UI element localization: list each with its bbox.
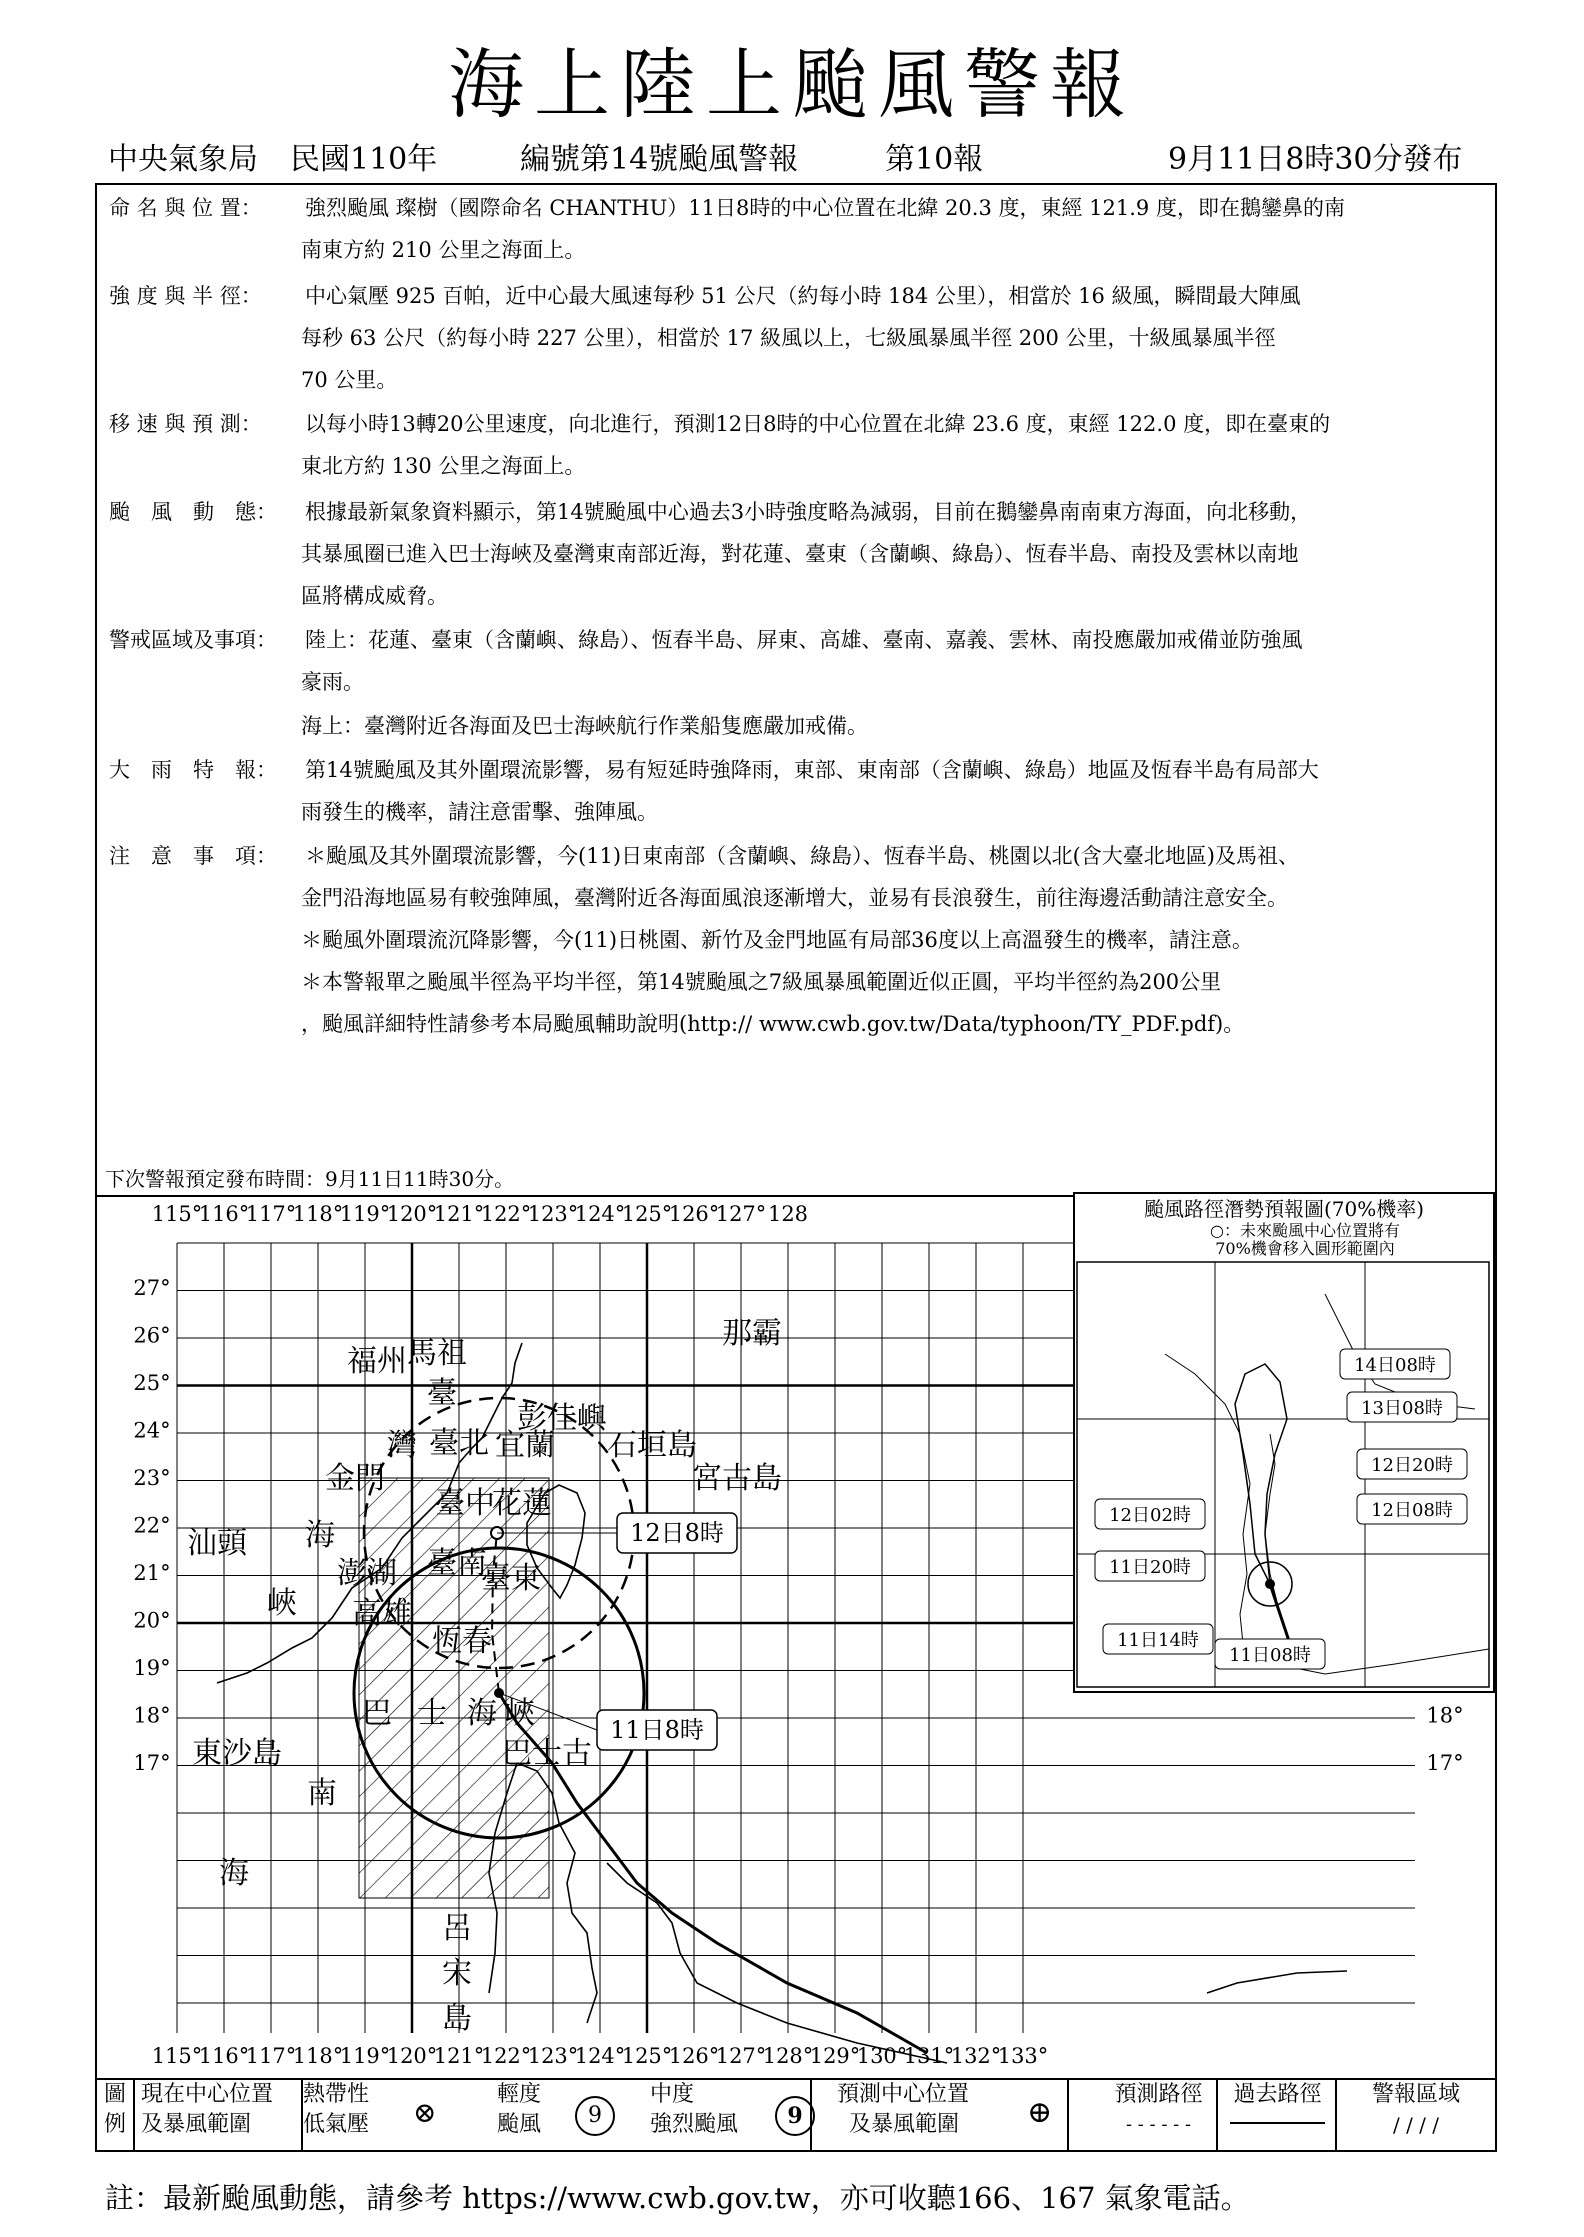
inset-title: 颱風路徑潛勢預報圖(70%機率) xyxy=(1143,1197,1425,1221)
legend-current: 現在中心位置 及暴風範圍 xyxy=(135,2080,303,2150)
place-tai: 臺 xyxy=(427,1376,457,1411)
bulletin-text-box: 命 名 與 位 置： 強烈颱風 璨樹（國際命名 CHANTHU）11日8時的中心位置在北緯 20.3 度，東經 121.9 度，即在鵝鑾鼻的南 南東方約 210 公里之海面上。 強 度 與 半 徑： 中心氣壓 925 百帕，近中心最大風速每秒 51 公尺（約每小時 184 公里），相當於 16 級風，瞬間最大陣風 每秒 63 公尺（約每小時 227 公里），相當於 17 級風以上，七級風暴風半徑 200 公里，十級風暴風半徑 70 公里。 移 速 與 預 測： 以每小時13轉20公里速度，向北進行，預測12日8時的中心位置在北緯 23.6 度，東經 122.0 度，即在臺東的 東北方約 130 公里之海面上。 颱 風 動 態： 根據最新氣象資料顯示，第14號颱風中心過去3小時強度略為減弱，目前在鵝鑾鼻南南東方海面，向北移動， 其暴風圈已進入巴士海峽及臺灣東南部近海，對花蓮、臺東（含蘭嶼、綠島）、恆春半島、南投及雲林以南地 區將構成威脅。 警戒區域及事項： 陸上：花蓮、臺東（含蘭嶼、綠島）、恆春半島、屏東、高雄、臺南、嘉義、雲林、南投應嚴加戒備並防強風 豪雨。 海上：臺灣附近各海面及巴士海峽航行作業船隻應嚴加戒備。 大 雨 特 報： 第14號颱風及其外圍環流影響，易有短延時強降雨，東部、東南部（含蘭嶼、綠島）地區及恆春半島有局部大 雨發生的機率，請注意雷擊、強陣風。 注 意 事 項： ＊颱風及其外圍環流影響，今(11)日東南部（含蘭嶼、綠島）、恆春半島、桃園以北(含大臺北地區)及馬祖、 金門沿海地區易有較強陣風，臺灣附近各海面風浪逐漸增大，並易有長浪發生，前往海邊活動請注意安全。 ＊颱風外圍環流沉降影響，今(11)日桃園、新竹及金門地區有局部36度以上高溫發生的機率，請注意。 ＊本警報單之颱風半徑為平均半徑，第14號颱風之7級風暴風範圍近似正圓，平均半徑約為200公里 ，颱風詳細特性請參考本局颱風輔助說明(http:// www.cwb.gov.tw/Data/typhoon/TY_PDF.pdf)。 下次警報預定發布時間：9月11日11時30分。 xyxy=(95,183,1497,1197)
legend-medium: 中度 強烈颱風 9 xyxy=(650,2080,812,2150)
lat-label-left: 27° xyxy=(133,1276,171,1300)
lon-label-top: 124° xyxy=(574,1202,626,1226)
place-lu: 呂 xyxy=(442,1911,472,1946)
section-notes: 注 意 事 項： ＊颱風及其外圍環流影響，今(11)日東南部（含蘭嶼、綠島）、恆春半島、桃園以北(含大臺北地區)及馬祖、 xyxy=(109,844,1299,868)
lon-label-top: 122° xyxy=(480,1202,532,1226)
place-xia: 峽 xyxy=(267,1586,297,1621)
lon-label-bottom: 121° xyxy=(433,2044,485,2068)
inset-tag-11-14: 11日14時 xyxy=(1117,1630,1199,1651)
lat-label-left: 17° xyxy=(133,1751,171,1775)
inset-tag-11-20: 11日20時 xyxy=(1109,1557,1191,1578)
lon-label-top: 120° xyxy=(386,1202,438,1226)
lon-label-bottom: 115° xyxy=(151,2044,203,2068)
place-taizhong: 臺中 xyxy=(435,1486,495,1521)
place-dao: 島 xyxy=(442,2001,472,2036)
report-number: 編號第14號颱風警報 xyxy=(520,142,799,177)
section-name: 命 名 與 位 置： 強烈颱風 璨樹（國際命名 CHANTHU）11日8時的中心位置在北緯 20.3 度，東經 121.9 度，即在鵝鑾鼻的南 xyxy=(109,196,1345,220)
legend-light: 輕度 颱風 9 xyxy=(497,2080,617,2150)
inset-subtitle2: 70%機會移入圓形範圍內 xyxy=(1215,1239,1395,1258)
place-hai1: 海 xyxy=(305,1518,335,1553)
legend-forecast-path: 預測路徑 - - - - - - xyxy=(1101,2080,1218,2150)
place-naha: 那霸 xyxy=(722,1316,782,1351)
lon-label-top: 119° xyxy=(339,1202,391,1226)
year: 民國110年 xyxy=(290,142,438,177)
place-hai2: 海 xyxy=(467,1696,497,1731)
lon-label-top: 117° xyxy=(245,1202,297,1226)
report-sequence: 第10報 xyxy=(885,142,984,177)
lon-label-top: 116° xyxy=(198,1202,250,1226)
page-title: 海上陸上颱風警報 xyxy=(448,40,1136,129)
section-warning: 警戒區域及事項： 陸上：花蓮、臺東（含蘭嶼、綠島）、恆春半島、屏東、高雄、臺南、嘉義、雲林、南投應嚴加戒備並防強風 xyxy=(109,628,1303,652)
place-yilan: 宜蘭 xyxy=(495,1428,555,1463)
lat-label-left: 24° xyxy=(133,1418,171,1443)
lon-label-bottom: 118° xyxy=(292,2044,344,2068)
place-gaoxiong: 高雄 xyxy=(352,1596,412,1631)
place-shiyuan: 石垣島 xyxy=(607,1428,697,1463)
legend-tropical: 熱帶性 低氣壓 ⊗ xyxy=(303,2082,437,2137)
legend-heading: 圖 例 xyxy=(97,2080,135,2150)
place-xia2: 峽 xyxy=(505,1696,535,1731)
lon-label-top: 125° xyxy=(621,1202,673,1226)
lon-label-bottom: 130° xyxy=(856,2044,908,2068)
lat-label-left: 22° xyxy=(133,1513,171,1538)
section-dynamics: 颱 風 動 態： 根據最新氣象資料顯示，第14號颱風中心過去3小時強度略為減弱，目前在鵝鑾鼻南南東方海面，向北移動， xyxy=(109,500,1312,524)
inset-tag-12-02: 12日02時 xyxy=(1109,1505,1191,1526)
inset-tag-11-08: 11日08時 xyxy=(1229,1645,1311,1666)
lon-label-bottom: 127° xyxy=(715,2044,767,2068)
lat-label-left: 18° xyxy=(133,1703,171,1728)
strong-typhoon-icon: 9 xyxy=(775,2096,815,2136)
next-report-time: 下次警報預定發布時間：9月11日11時30分。 xyxy=(105,1167,515,1191)
place-nan: 南 xyxy=(307,1776,337,1811)
place-dongsha: 東沙島 xyxy=(192,1736,282,1771)
lon-label-bottom: 125° xyxy=(621,2044,673,2068)
footnote: 註：最新颱風動態，請參考 https://www.cwb.gov.tw，亦可收聽166、167 氣象電話。 xyxy=(105,2181,1250,2215)
light-typhoon-icon: 9 xyxy=(575,2096,615,2136)
inset-tag-12-08: 12日08時 xyxy=(1371,1500,1453,1521)
place-tainan: 臺南 xyxy=(427,1546,487,1581)
place-pengjia: 彭佳嶼 xyxy=(517,1401,607,1436)
lat-label-left: 25° xyxy=(133,1371,171,1395)
section-strength: 強 度 與 半 徑： 中心氣壓 925 百帕，近中心最大風速每秒 51 公尺（約每小時 184 公里），相當於 16 級風，瞬間最大陣風 xyxy=(109,284,1301,308)
place-bashi: 巴士古 xyxy=(502,1736,592,1771)
place-jinmen: 金門 xyxy=(325,1461,385,1496)
lon-label-top: 123° xyxy=(527,1202,579,1226)
lat-label-left: 19° xyxy=(133,1656,171,1680)
forecast-tag: 12日8時 xyxy=(630,1519,724,1547)
current-tag: 11日8時 xyxy=(610,1716,704,1744)
issue-time: 9月11日8時30分發布 xyxy=(1168,142,1463,177)
lat-label-left: 26° xyxy=(133,1323,171,1348)
lon-label-bottom: 116° xyxy=(198,2044,250,2068)
lat-label-right: 17° xyxy=(1426,1751,1464,1775)
inset-subtitle1: ○：未來颱風中心位置將有 xyxy=(1210,1221,1400,1240)
legend-warning-area: 警報區域 / / / / xyxy=(1371,2082,1460,2137)
lon-label-bottom: 123° xyxy=(527,2044,579,2068)
place-mazu: 馬祖 xyxy=(407,1336,467,1371)
lon-label-top: 128 xyxy=(767,1202,809,1226)
place-hualien: 花蓮 xyxy=(492,1486,552,1521)
lon-label-top: 121° xyxy=(433,1202,485,1226)
place-hai3: 海 xyxy=(219,1856,249,1891)
legend-forecast: 預測中心位置 及暴風範圍 ⊕ xyxy=(837,2080,1069,2150)
lon-label-top: 118° xyxy=(292,1202,344,1226)
place-song: 宋 xyxy=(442,1956,472,1991)
lat-label-right: 18° xyxy=(1426,1703,1464,1728)
lat-label-left: 20° xyxy=(133,1608,171,1633)
legend-past-path: 過去路徑 xyxy=(1220,2080,1337,2150)
inset-tag-12-20: 12日20時 xyxy=(1371,1455,1453,1476)
lon-label-bottom: 133° xyxy=(997,2044,1049,2068)
lon-label-bottom: 128° xyxy=(762,2044,814,2068)
place-shantou: 汕頭 xyxy=(187,1526,247,1561)
lon-label-bottom: 120° xyxy=(386,2044,438,2068)
place-ba: 巴 xyxy=(362,1696,392,1731)
lon-label-top: 126° xyxy=(668,1202,720,1226)
section-movement: 移 速 與 預 測： 以每小時13轉20公里速度，向北進行，預測12日8時的中心位置在北緯 23.6 度，東經 122.0 度，即在臺東的 xyxy=(109,412,1331,436)
place-taidong: 臺東 xyxy=(481,1561,541,1596)
lon-label-bottom: 124° xyxy=(574,2044,626,2068)
lon-label-bottom: 119° xyxy=(339,2044,391,2068)
place-shi: 士 xyxy=(417,1696,447,1731)
section-rain: 大 雨 特 報： 第14號颱風及其外圍環流影響，易有短延時強降雨，東部、東南部（含蘭嶼、綠島）地區及恆春半島有局部大 xyxy=(109,758,1319,782)
place-fuzhou: 福州 xyxy=(347,1344,407,1379)
inset-tag-14: 14日08時 xyxy=(1354,1355,1436,1376)
place-penghu: 澎湖 xyxy=(337,1556,397,1591)
place-miyako: 宮古島 xyxy=(692,1461,782,1496)
lon-label-top: 127° xyxy=(715,1202,767,1226)
place-wan: 灣 xyxy=(387,1428,417,1463)
map-legend xyxy=(95,2078,1497,2152)
tropical-low-icon: ⊗ xyxy=(413,2096,437,2129)
lat-label-left: 23° xyxy=(133,1466,171,1490)
lon-label-top: 115° xyxy=(151,1202,203,1226)
lat-label-left: 21° xyxy=(133,1561,171,1585)
forecast-center-icon: ⊕ xyxy=(1027,2095,1053,2130)
lon-label-bottom: 131° xyxy=(903,2044,955,2068)
lon-label-bottom: 129° xyxy=(809,2044,861,2068)
inset-tag-13: 13日08時 xyxy=(1361,1398,1443,1419)
inset-potential-track-map xyxy=(1073,1192,1495,1693)
lon-label-bottom: 122° xyxy=(480,2044,532,2068)
place-hengchun: 恆春 xyxy=(432,1624,492,1659)
agency: 中央氣象局 xyxy=(108,142,258,177)
lon-label-bottom: 126° xyxy=(668,2044,720,2068)
place-taipei: 臺北 xyxy=(429,1426,489,1461)
lon-label-bottom: 117° xyxy=(245,2044,297,2068)
lon-label-bottom: 132° xyxy=(950,2044,1002,2068)
